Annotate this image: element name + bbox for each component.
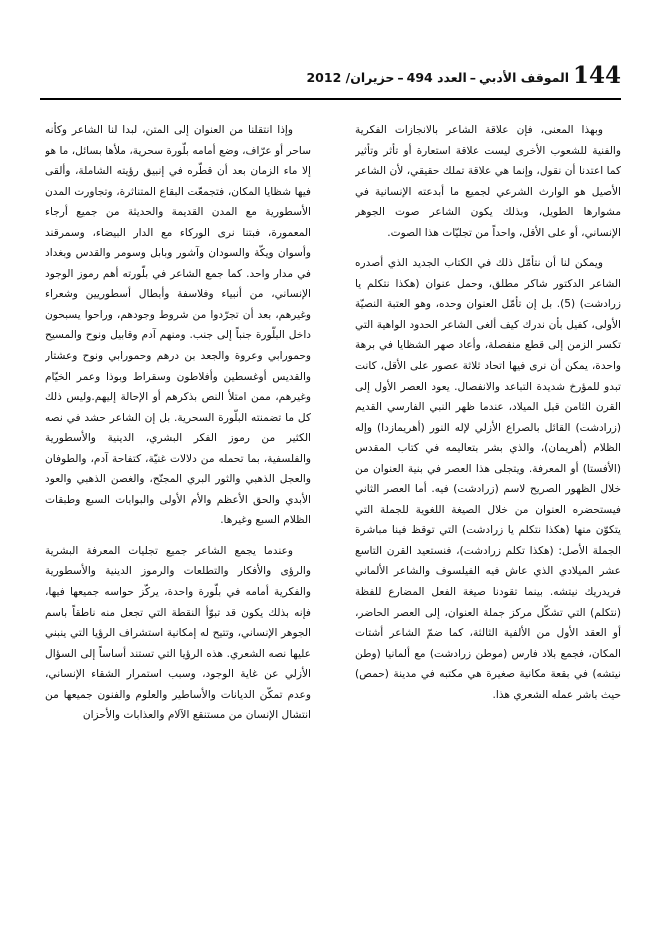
journal-title: الموقف الأدبي [479,70,569,85]
paragraph: وإذا انتقلنا من العنوان إلى المتن، لبدا لنا الشاعر وكأنه ساحر أو عرّاف، وضع أمامه بلّورة سحرية، ملأها بسائل، ما هو إلا ماء الزمان بعد أن قطّره في إنبيق رؤيته الشاملة، وألقى فيها شظايا المكان، فتجمعّت البقاع المتناثرة، وتجاورت المدن الأسطورية مع المدن القديمة والحديثة من جميع أرجاء المعمورة، فبتنا نرى الوركاء مع الدار البيضاء، وسمرقند وأسوان ويكّة والسودان وآشور وبابل وسومر والقدس وبغداد في مدار واحد. كما جمع الشاعر في بلّورته أهم رموز الوجود الإنساني، من أنبياء وفلاسفة وأبطال أسطوريين وشعراء وغيرهم، بعد أن تجرّدوا من شروط وجودهم، وراحوا يسبحون داخل البلّورة جنباً إلى جنب. ومنهم آدم وقابيل ونوح والمسيح وحمورابي وعروة والجعد بن درهم وحمورابي ونوح وعشتار والقديس أوغسطين وأفلاطون وسقراط وبوذا وعمر الخيّام وغيرهم، ممن امتلأ النص بذكرهم أو الإحالة إليهم.وليس ذلك كل ما تضمنته البلّورة السحرية. بل إن الشاعر حشد في نصه الكثير من رموز الفكر البشري، الدينية والأسطورية والفلسفية، بما تحمله من دلالات غنيّة، كتفاحة آدم، والطوفان والعجل الذهبي والثور البري المجنّح، والغصن الذهبي والعود الأبدي والحق الأعظم والأم الأولى والبوابات السبع وطبقات الظلام السبع وغيرها. [45,124,311,527]
header-rule [40,98,621,100]
paragraph: ويمكن لنا أن نتأمّل ذلك في الكتاب الجديد الذي أصدره الشاعر الدكتور شاكر مطلق، وحمل عنوان (هكذا نتكلم يا زرادشت) (5). بل إن تأمّل العنوان وحده، وهو العتبة النصيّة الأولى، كفيل بأن ندرك كيف ألغى الشاعر الحدود الواهية التي تكسر الزمن إلى قطع منفصلة، وأعاد صهر الشظايا في برهة واحدة، يمكن أن نرى فيها اتحاد ثلاثة عصور على الأقل، كانت تبدو للمؤرخ شديدة التباعد والانفصال. يعود العصر الأول إلى القرن الثامن قبل الميلاد، عندما ظهر النبي الفارسي القديم (زرادشت) القائل بالصراع الأزلي لإله النور (أهريمازدا) وإله الظلام (أهريمان)، والذي بشر بتعاليمه في كتاب المقدس (الأفستا) أو المعرفة. ويتجلى هذا العصر في بنية العنوان من خلال الظهور الصريح لاسم (زرادشت) فيه. أما العصر الثاني فيستحضره العنوان من خلال الصيغة اللغوية للجملة التي يتكوّن منها (هكذا نتكلم يا زرادشت) التي توقظ فينا مباشرة الجملة الأصل: (هكذا تكلم زرادشت)، فنستعيد القرن التاسع عشر الميلادي الذي عاش فيه الفيلسوف والشاعر الألماني فريدريك نيتشه. بينما تقودنا صيغة الفعل المضارع للفظة (نتكلم) التي تشكّل مركز جملة العنوان، إلى العصر الحاضر، أو العقد الأول من الألفية الثالثة، كما ضمّ الشاعر أشتات المكان، فجمع بلاد فارس (موطن زرادشت) مع ألمانيا (وطن نيتشه) في بقعة مكانية صغيرة هي مكتبه في مدينة (حمص) حيث باشر عمله الشعري هذا. [355,257,621,701]
issue-number: العدد 494 [406,70,467,85]
text-column-right [355,120,621,895]
page-header [40,62,621,92]
separator: – [397,70,404,85]
paragraph: وبهذا المعنى، فإن علاقة الشاعر بالانجازات الفكرية والفنية للشعوب الأخرى ليست علاقة استعارة أو تأثر وتأثير كما اعتدنا أن نقول، وإنما هي علاقة تملك حقيقي، لأن الشاعر الأصيل هو الوارث الشرعي لجميع ما أبدعته الإنسانية في مشوارها الطويل، وبذلك يكون الشاعر صوت الجوهر الإنساني، أو على الأقل، واحداً من تجليّات هذا الصوت. [355,124,621,239]
separator: – [469,70,477,85]
paragraph: وعندما يجمع الشاعر جميع تجليات المعرفة البشرية والرؤى والأفكار والتطلعات والرموز الدينية والأسطورية والفكرية أمامه في بلّورة واحدة، يركّز حواسه جميعها فيها، فإنه بذلك يكون قد تبوّأ النقطة التي تجعل منه ناطقاً باسم الجوهر الإنساني، وتتيح له إمكانية استشراف الرؤيا التي ينبني عليها نصه الشعري. هذه الرؤيا التي تستند أساساً إلى السؤال الأزلي عن غاية الوجود، وسبب استمرار الشقاء الإنساني، وعدم تمكّن الديانات والأساطير والعلوم والفنون جميعها من انتشال الإنسان من مستنقع الآلام والعذابات والأحزان [45,544,311,722]
running-head [306,70,569,86]
page-number: 144 [572,62,621,89]
text-column-left [45,120,311,895]
issue-date: حزيران/ 2012 [306,70,395,85]
